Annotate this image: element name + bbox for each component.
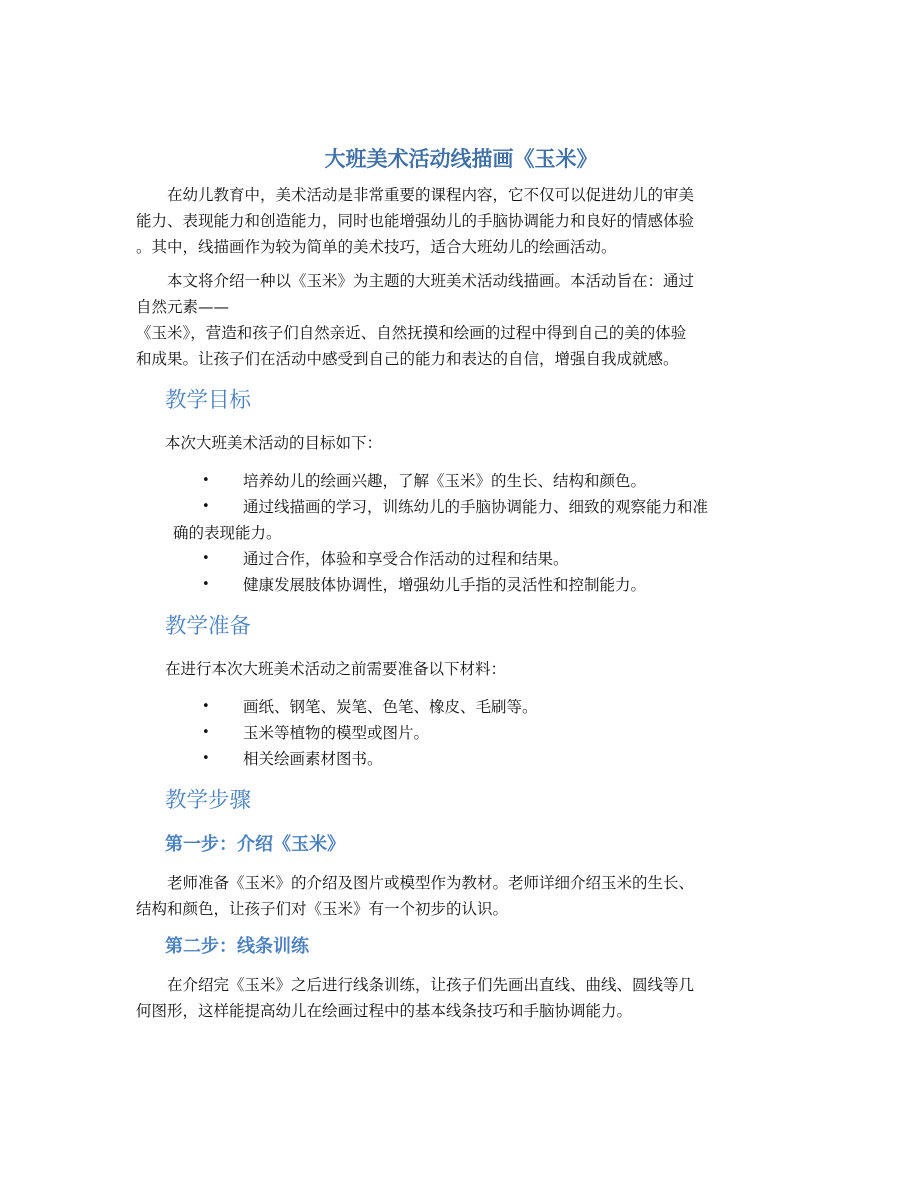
list-item [136,468,786,494]
paragraph-line: 何图形，这样能提高幼儿在绘画过程中的基本线条技巧和手脑协调能力。 [136,1002,633,1020]
list-item [136,720,786,746]
list-item [136,572,786,598]
paragraph-line: 本文将介绍一种以《玉米》为主题的大班美术活动线描画。本活动旨在：通过 [167,272,695,290]
list-item-text: 画纸、钢笔、炭笔、色笔、橡皮、毛刷等。 [243,698,538,716]
document-body [136,142,786,1032]
bullet-icon: • [202,473,210,488]
list-item-text: 通过合作，体验和享受合作活动的过程和结果。 [243,550,569,568]
list-item-text-cont: 确的表现能力。 [173,524,282,542]
paragraph-line: 在幼儿教育中，美术活动是非常重要的课程内容，它不仅可以促进幼儿的审美 [167,186,695,204]
section-heading-steps: 教学步骤 [165,788,252,813]
paragraph-line: 结构和颜色，让孩子们对《玉米》有一个初步的认识。 [136,900,509,918]
paragraph-line: 《玉米》，营造和孩子们自然亲近、自然抚摸和绘画的过程中得到自己的美的体验 [136,324,687,342]
list-item [136,546,786,572]
bullet-icon: • [202,577,210,592]
paragraph-line: 。其中，线描画作为较为简单的美术技巧，适合大班幼儿的绘画活动。 [136,238,617,256]
bullet-icon: • [202,499,210,514]
section-heading-goals: 教学目标 [165,388,252,413]
list-item-text: 玉米等植物的模型或图片。 [243,724,430,742]
goals-intro: 本次大班美术活动的目标如下： [165,434,383,452]
list-item-text: 培养幼儿的绘画兴趣，了解《玉米》的生长、结构和颜色。 [243,472,647,490]
paragraph-line: 自然元素—— [136,298,230,316]
prep-intro: 在进行本次大班美术活动之前需要准备以下材料： [165,660,507,678]
step1-heading: 第一步：介绍《玉米》 [165,834,345,855]
step2-paragraph [136,972,786,1024]
bullet-icon: • [202,751,210,766]
paragraph-line: 能力、表现能力和创造能力，同时也能增强幼儿的手脑协调能力和良好的情感体验 [136,212,695,230]
list-item-text: 健康发展肢体协调性，增强幼儿手指的灵活性和控制能力。 [243,576,647,594]
list-item [136,694,786,720]
goals-list [136,468,786,598]
intro-paragraph-2 [136,268,786,372]
step2-heading: 第二步：线条训练 [165,936,309,957]
step1-paragraph [136,870,786,922]
list-item [136,746,786,772]
bullet-icon: • [202,699,210,714]
list-item [136,494,786,546]
paragraph-line: 老师准备《玉米》的介绍及图片或模型作为教材。老师详细介绍玉米的生长、 [167,874,695,892]
list-item-text: 通过线描画的学习，训练幼儿的手脑协调能力、细致的观察能力和准 [243,498,709,516]
bullet-icon: • [202,551,210,566]
intro-paragraph-1 [136,182,786,260]
list-item-text: 相关绘画素材图书。 [243,750,383,768]
paragraph-line: 在介绍完《玉米》之后进行线条训练，让孩子们先画出直线、曲线、圆线等几 [167,976,695,994]
bullet-icon: • [202,725,210,740]
paragraph-line: 和成果。让孩子们在活动中感受到自己的能力和表达的自信，增强自我成就感。 [136,350,679,368]
section-heading-prep: 教学准备 [165,614,252,639]
prep-list [136,694,786,772]
document-title: 大班美术活动线描画《玉米》 [324,147,598,171]
